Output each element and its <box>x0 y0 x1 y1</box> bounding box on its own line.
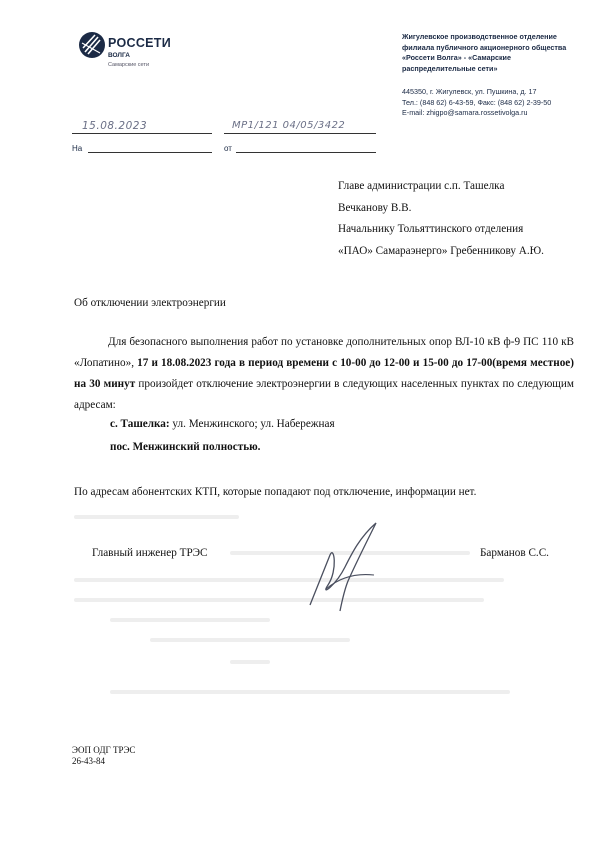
signatory-role: Главный инженер ТРЭС <box>92 547 208 559</box>
na-label: На <box>72 144 83 153</box>
executor-department: ЭОП ОДГ ТРЭС <box>72 745 136 755</box>
executor-block <box>72 745 135 767</box>
organization-contacts <box>402 87 582 119</box>
letter-body <box>74 332 574 416</box>
addressee-line: Главе администрации с.п. Ташелка <box>338 180 505 192</box>
bleed-through-text <box>74 598 484 602</box>
body-paragraph <box>74 332 574 416</box>
postal-address: 445350, г. Жигулевск, ул. Пушкина, д. 17 <box>402 87 537 96</box>
location-detail: ул. Менжинского; ул. Набережная <box>169 418 335 430</box>
bleed-through-text <box>110 690 510 694</box>
signatory-name: Барманов С.С. <box>480 547 549 559</box>
addressee-block <box>338 176 544 262</box>
registration-date: 15.08.2023 <box>82 120 148 132</box>
bleed-through-text <box>230 660 270 664</box>
date-line <box>72 133 212 134</box>
email: E-mail: zhigpo@samara.rossetivolga.ru <box>402 108 528 117</box>
registration-number: МР1/121 04/05/3422 <box>232 120 346 131</box>
org-line: филиала публичного акционерного общества <box>402 42 567 52</box>
location-item <box>110 441 260 453</box>
ot-line <box>236 152 376 153</box>
org-line: Жигулевское производственное отделение <box>402 32 557 41</box>
org-line: «Россети Волга» - «Самарские <box>402 53 511 62</box>
addressee-line: Вечканову В.В. <box>338 201 412 214</box>
rosseti-emblem-icon <box>78 31 106 59</box>
location-name: пос. Менжинский полностью. <box>110 441 261 453</box>
bleed-through-text <box>150 638 350 642</box>
addressee-line: «ПАО» Самараэнерго» Гребенникову А.Ю. <box>338 244 544 257</box>
org-line: распределительные сети» <box>402 63 498 73</box>
phone-fax: Тел.: (848 62) 6-43-59, Факс: (848 62) 2-39-50 <box>402 97 552 107</box>
body-text: произойдет отключение электроэнергии в следующих населенных пунктах по следующим адресам: <box>74 378 574 411</box>
na-line <box>88 152 212 153</box>
location-name: с. Ташелка: <box>110 418 170 430</box>
location-item <box>110 418 335 430</box>
bleed-through-text <box>74 515 239 519</box>
brand-region: Самарские сети <box>108 62 150 68</box>
bleed-through-text <box>110 618 270 622</box>
brand-name: РОССЕТИ <box>108 36 172 50</box>
outage-schedule: 17 и 18.08.2023 года в период времени с 10-00 до 12-00 и 15-00 до 17-00(время местное) на 30 минут <box>74 357 574 390</box>
addressee-line: Начальнику Тольяттинского отделения <box>338 223 524 235</box>
executor-phone: 26-43-84 <box>72 756 105 766</box>
bleed-through-text <box>74 578 504 582</box>
handwritten-signature <box>290 515 400 615</box>
brand-subtitle: ВОЛГА <box>108 52 130 59</box>
company-logo <box>78 31 188 79</box>
number-line <box>224 133 376 134</box>
organization-name <box>402 32 582 74</box>
ot-label: от <box>224 144 232 153</box>
letter-note: По адресам абонентских КТП, которые попадают под отключение, информации нет. <box>74 486 477 498</box>
body-text: Для безопасного выполнения работ по установке дополнительных опор ВЛ-10 кВ ф-9 ПС 110 кВ «Лопатино», <box>74 336 574 369</box>
letter-subject: Об отключении электроэнергии <box>74 297 226 309</box>
